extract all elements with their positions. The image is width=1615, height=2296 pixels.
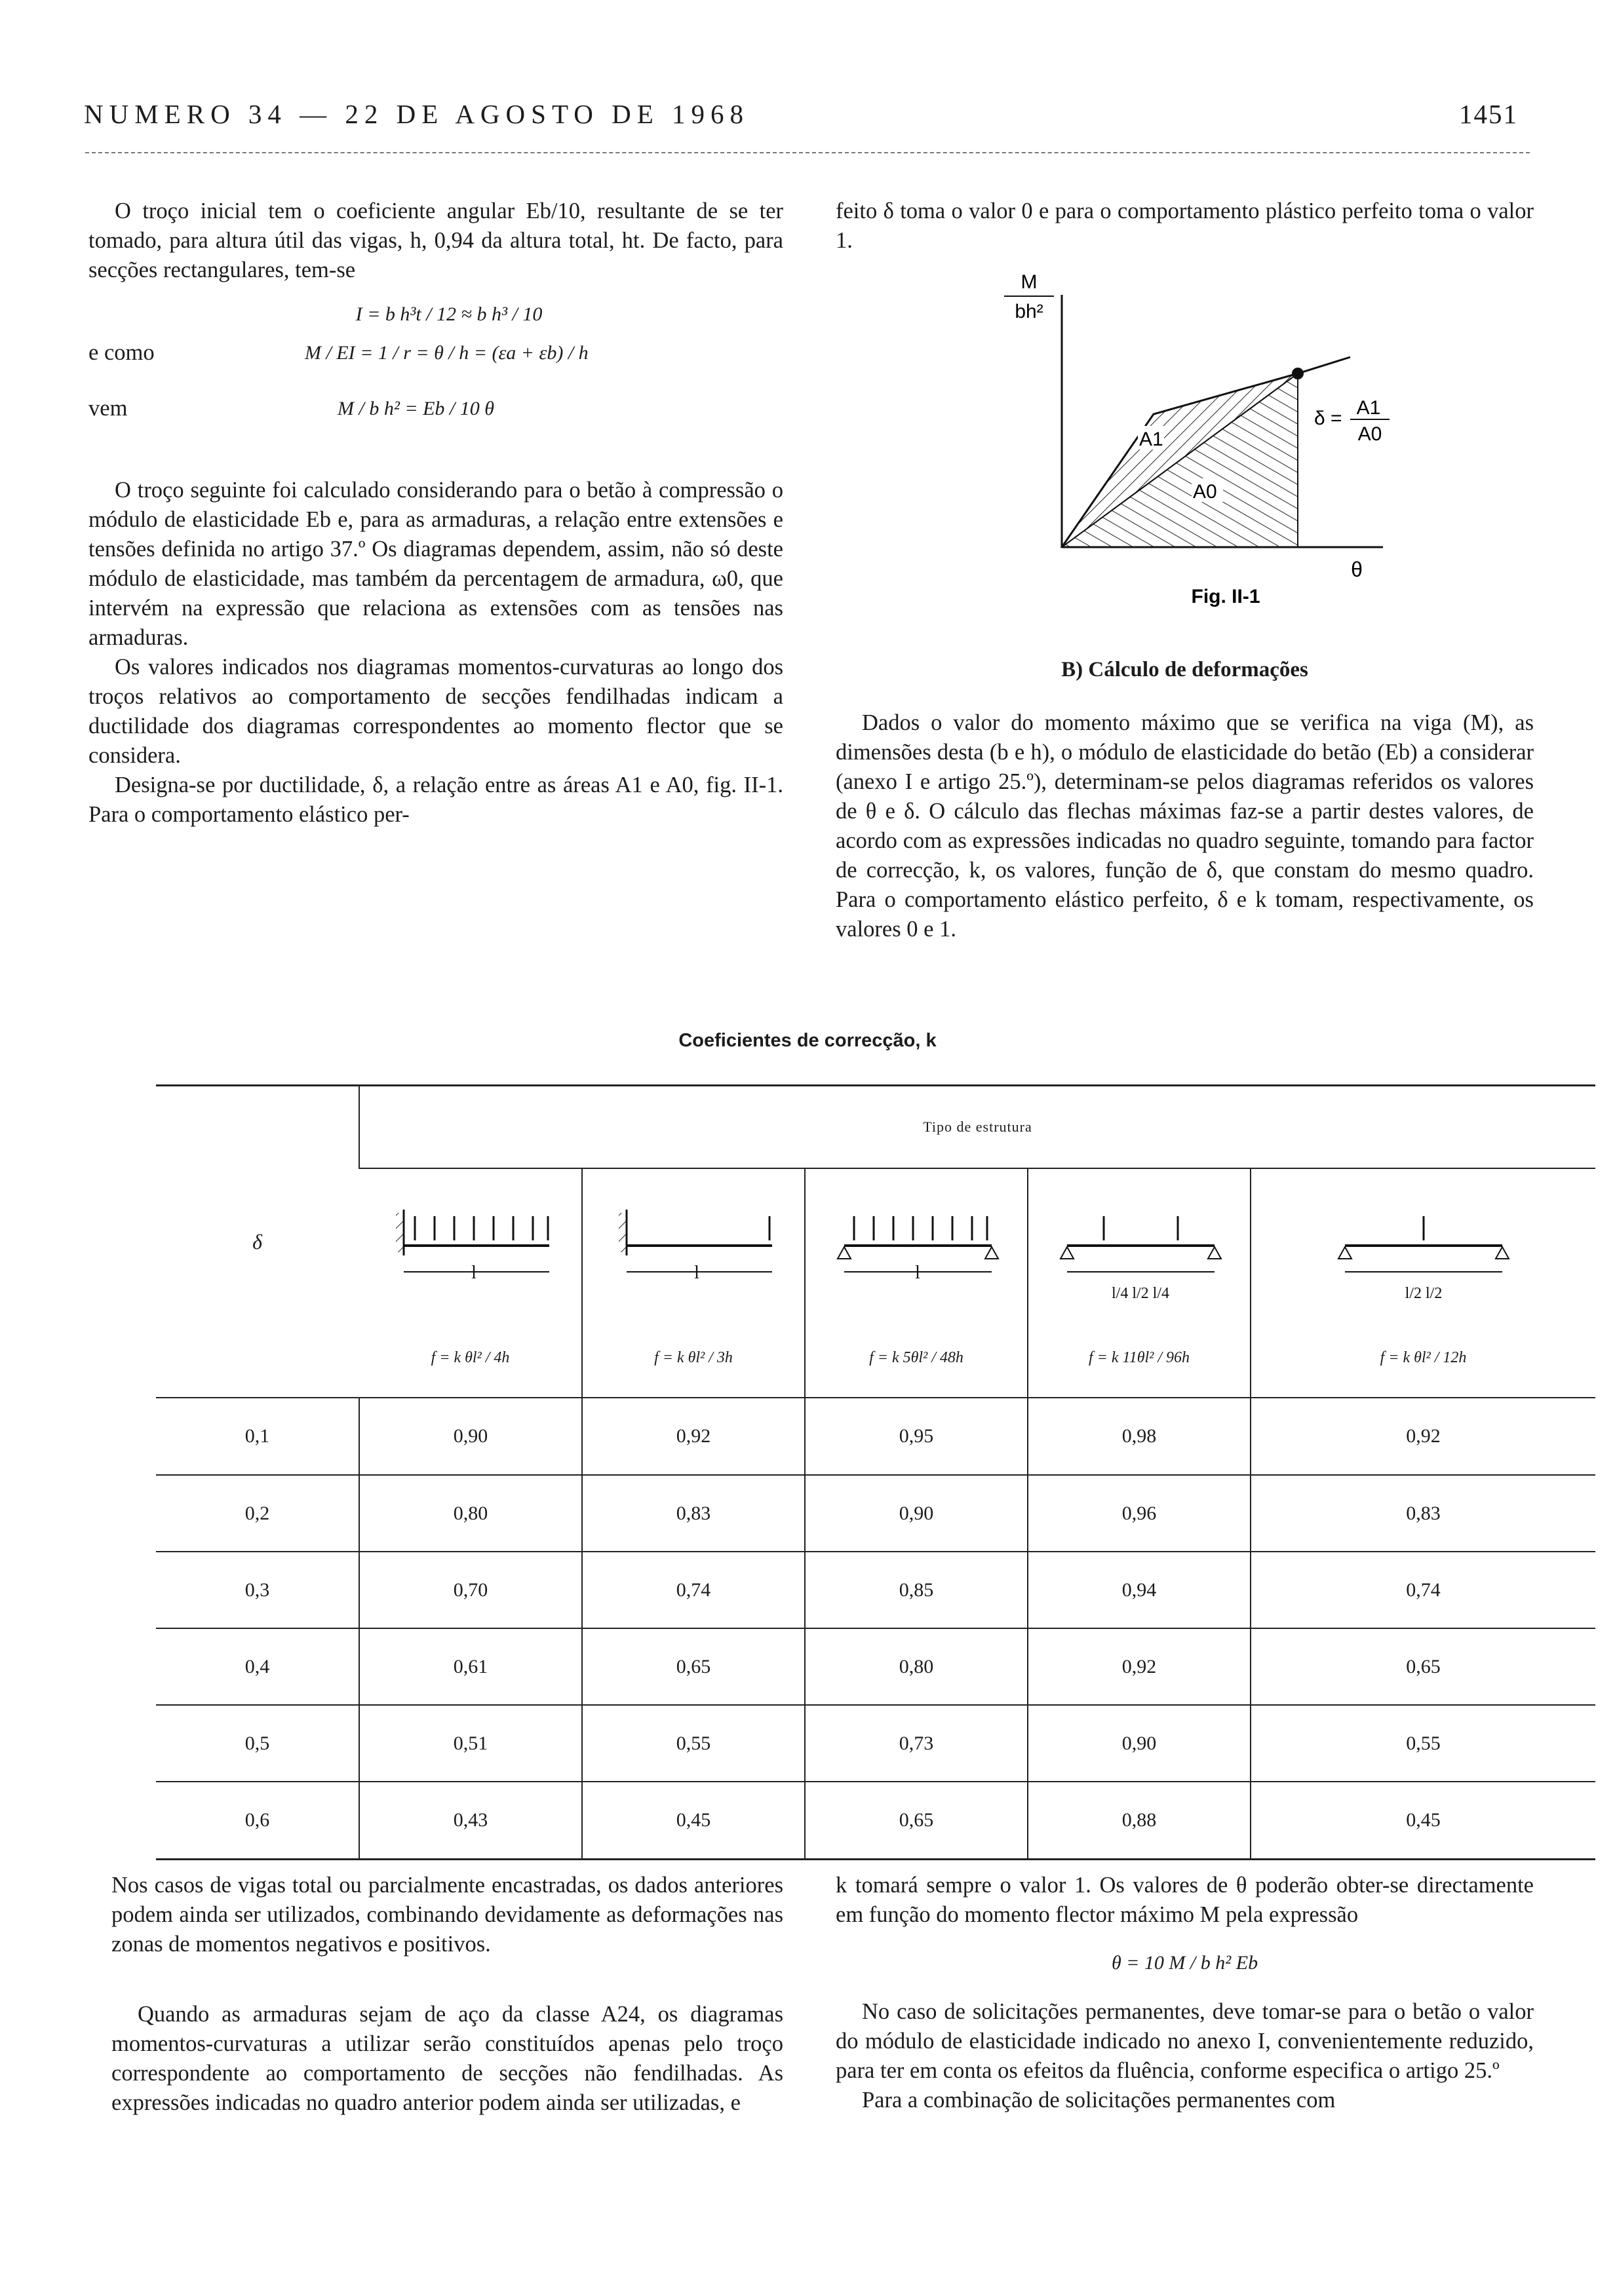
k-cell: 0,85 xyxy=(805,1552,1028,1628)
right-paragraph-2: Dados o valor do momento máximo que se verifica na viga (M), as dimensões desta (b e h), o módulo de elasticidade do betão (Eb) a considerar (anexo I e artigo 25.º), determinam-se pelos diagramas referidos os valores de θ e δ. O cálculo das flechas máximas faz-se a partir destes valores, de acordo com as expressões indicadas no quadro seguinte, tomando para factor de correcção, k, os valores, função de δ, que constam do mesmo quadro. Para o comportamento elástico perfeito, δ e k tomam, respectivamente, os valores 0 e 1. xyxy=(836,710,1534,942)
left-column xyxy=(88,197,783,830)
y-axis-label-num: M xyxy=(1021,271,1038,293)
cantilever-uniform-diagram xyxy=(372,1200,569,1344)
k-cell: 0,73 xyxy=(805,1705,1028,1782)
right-paragraph-1: feito δ toma o valor 0 e para o comportamento plástico perfeito toma o valor 1. xyxy=(836,199,1534,253)
structure-simple-uniform xyxy=(805,1168,1028,1398)
table-row xyxy=(156,1628,1595,1705)
k-cell: 0,55 xyxy=(582,1705,805,1782)
equation-theta: θ = 10 M / b h² Eb xyxy=(1111,1952,1258,1974)
table-row xyxy=(156,1398,1595,1475)
table-row xyxy=(156,1705,1595,1782)
area-a0-label: A0 xyxy=(1193,481,1217,503)
area-a1-label: A1 xyxy=(1139,429,1163,450)
left-paragraph-4: Designa-se por ductilidade, δ, a relação entre as áreas A1 e A0, fig. II-1. Para o comportamento elástico per- xyxy=(88,773,783,827)
k-cell: 0,74 xyxy=(1251,1552,1595,1628)
delta-cell: 0,2 xyxy=(156,1475,359,1552)
table-title: Coeficientes de correcção, k xyxy=(678,1030,937,1051)
k-cell: 0,83 xyxy=(582,1475,805,1552)
k-cell: 0,96 xyxy=(1028,1475,1251,1552)
structure-group-header: Tipo de estrutura xyxy=(359,1086,1595,1168)
simple-uniform-diagram xyxy=(818,1200,1015,1344)
figure-caption: Fig. II-1 xyxy=(1191,586,1260,607)
equation-inertia: I = b h³t / 12 ≈ b h³ / 10 xyxy=(355,303,543,325)
structure-5-formula: f = k θl² / 12h xyxy=(1380,1349,1467,1366)
k-cell: 0,80 xyxy=(805,1628,1028,1705)
bottom-right-paragraph-2: No caso de solicitações permanentes, deve tomar-se para o betão o valor do módulo de elasticidade indicado no anexo I, convenientemente reduzido, para ter em conta os efeitos da fluência, conforme especifica o artigo 25.º xyxy=(836,1999,1534,2083)
svg-text:l: l xyxy=(694,1262,699,1283)
k-cell: 0,92 xyxy=(1251,1398,1595,1475)
page-number: 1451 xyxy=(1459,99,1518,129)
bottom-right-paragraph-3: Para a combinação de solicitações permanentes com xyxy=(862,2088,1336,2113)
left-paragraph-2: O troço seguinte foi calculado considerando para o betão à compressão o módulo de elasticidade Eb e, para as armaduras, a relação entre extensões e tensões definida no artigo 37.º Os diagramas dependem, assim, não só deste módulo de elasticidade, mas também da percentagem de armadura, ω0, que intervém na expressão que relaciona as extensões com as tensões nas armaduras. xyxy=(88,478,783,650)
header-rule xyxy=(85,152,1530,153)
figure-moment-curvature xyxy=(944,269,1442,616)
bottom-left-paragraph-1: Nos casos de vigas total ou parcialmente encastradas, os dados anteriores podem ainda ser utilizados, combinando devidamente as deformações nas zonas de momentos negativos e positivos. xyxy=(111,1873,783,1957)
k-cell: 0,83 xyxy=(1251,1475,1595,1552)
k-cell: 0,92 xyxy=(582,1398,805,1475)
k-cell: 0,45 xyxy=(582,1782,805,1858)
delta-den: A0 xyxy=(1357,423,1382,445)
left-paragraph-1: O troço inicial tem o coeficiente angular Eb/10, resultante de se ter tomado, para altura útil das vigas, h, 0,94 da altura total, ht. De facto, para secções rectangulares, tem-se xyxy=(88,199,783,282)
bottom-right-column xyxy=(836,1871,1534,2115)
bottom-right-paragraph-1: k tomará sempre o valor 1. Os valores de θ poderão obter-se directamente em função do momento flector máximo M pela expressão xyxy=(836,1873,1534,1927)
left-paragraph-3: Os valores indicados nos diagramas momentos-curvaturas ao longo dos troços relativos ao comportamento de secções fendilhadas indicam a ductilidade dos diagramas correspondentes ao momento flector que se considera. xyxy=(88,655,783,768)
svg-text:l/4 l/2 l/4: l/4 l/2 l/4 xyxy=(1111,1284,1170,1302)
structure-1-formula: f = k θl² / 4h xyxy=(431,1349,510,1366)
text-e-como: e como xyxy=(88,340,155,365)
structure-3-formula: f = k 5θl² / 48h xyxy=(869,1349,963,1366)
section-title-b: B) Cálculo de deformações xyxy=(1061,658,1308,681)
equation-moment: M / b h² = Eb / 10 θ xyxy=(338,398,494,419)
k-cell: 0,55 xyxy=(1251,1705,1595,1782)
svg-text:l: l xyxy=(915,1262,920,1283)
delta-header: δ xyxy=(252,1229,262,1253)
structure-cantilever-point xyxy=(582,1168,805,1398)
delta-eq-label: δ = xyxy=(1314,408,1342,429)
k-cell: 0,95 xyxy=(805,1398,1028,1475)
x-axis-label: θ xyxy=(1351,558,1363,581)
text-vem: vem xyxy=(88,396,128,421)
k-cell: 0,80 xyxy=(359,1475,582,1552)
cantilever-point-diagram xyxy=(595,1200,792,1344)
k-cell: 0,90 xyxy=(1028,1705,1251,1782)
k-cell: 0,98 xyxy=(1028,1398,1251,1475)
delta-cell: 0,5 xyxy=(156,1705,359,1782)
k-cell: 0,92 xyxy=(1028,1628,1251,1705)
delta-num: A1 xyxy=(1356,397,1381,419)
structure-simple-central xyxy=(1251,1168,1595,1398)
svg-text:l: l xyxy=(471,1262,477,1283)
k-cell: 0,74 xyxy=(582,1552,805,1628)
k-cell: 0,65 xyxy=(805,1782,1028,1858)
coefficients-table xyxy=(156,1084,1595,1860)
y-axis-label-den: bh² xyxy=(1015,301,1043,322)
structure-2-formula: f = k θl² / 3h xyxy=(654,1349,733,1366)
delta-cell: 0,4 xyxy=(156,1628,359,1705)
simple-central-diagram xyxy=(1312,1200,1535,1344)
table-row xyxy=(156,1552,1595,1628)
k-cell: 0,65 xyxy=(1251,1628,1595,1705)
right-column-lower xyxy=(836,655,1534,944)
structure-simple-two-loads xyxy=(1028,1168,1251,1398)
k-cell: 0,61 xyxy=(359,1628,582,1705)
k-cell: 0,94 xyxy=(1028,1552,1251,1628)
table-row xyxy=(156,1782,1595,1858)
page-header-title: NUMERO 34 — 22 DE AGOSTO DE 1968 xyxy=(84,99,750,129)
bottom-left-paragraph-2: Quando as armaduras sejam de aço da classe A24, os diagramas momentos-curvaturas a utilizar serão constituídos apenas pelo troço correspondente ao comportamento de secções não fendilhadas. As expressões indicadas no quadro anterior podem ainda ser utilizadas, e xyxy=(111,2002,783,2115)
k-cell: 0,90 xyxy=(359,1398,582,1475)
simple-two-loads-diagram xyxy=(1041,1200,1237,1344)
structure-4-formula: f = k 11θl² / 96h xyxy=(1088,1349,1190,1366)
structure-cantilever-uniform xyxy=(359,1168,582,1398)
delta-cell: 0,6 xyxy=(156,1782,359,1858)
right-column xyxy=(836,197,1534,256)
k-cell: 0,43 xyxy=(359,1782,582,1858)
table-row xyxy=(156,1475,1595,1552)
delta-cell: 0,1 xyxy=(156,1398,359,1475)
k-cell: 0,51 xyxy=(359,1705,582,1782)
bottom-left-column xyxy=(111,1871,783,2118)
k-cell: 0,45 xyxy=(1251,1782,1595,1858)
svg-text:l/2 l/2: l/2 l/2 xyxy=(1405,1284,1442,1302)
k-cell: 0,88 xyxy=(1028,1782,1251,1858)
k-cell: 0,90 xyxy=(805,1475,1028,1552)
delta-cell: 0,3 xyxy=(156,1552,359,1628)
k-cell: 0,70 xyxy=(359,1552,582,1628)
equation-curvature: M / EI = 1 / r = θ / h = (εa + εb) / h xyxy=(305,342,589,364)
k-cell: 0,65 xyxy=(582,1628,805,1705)
